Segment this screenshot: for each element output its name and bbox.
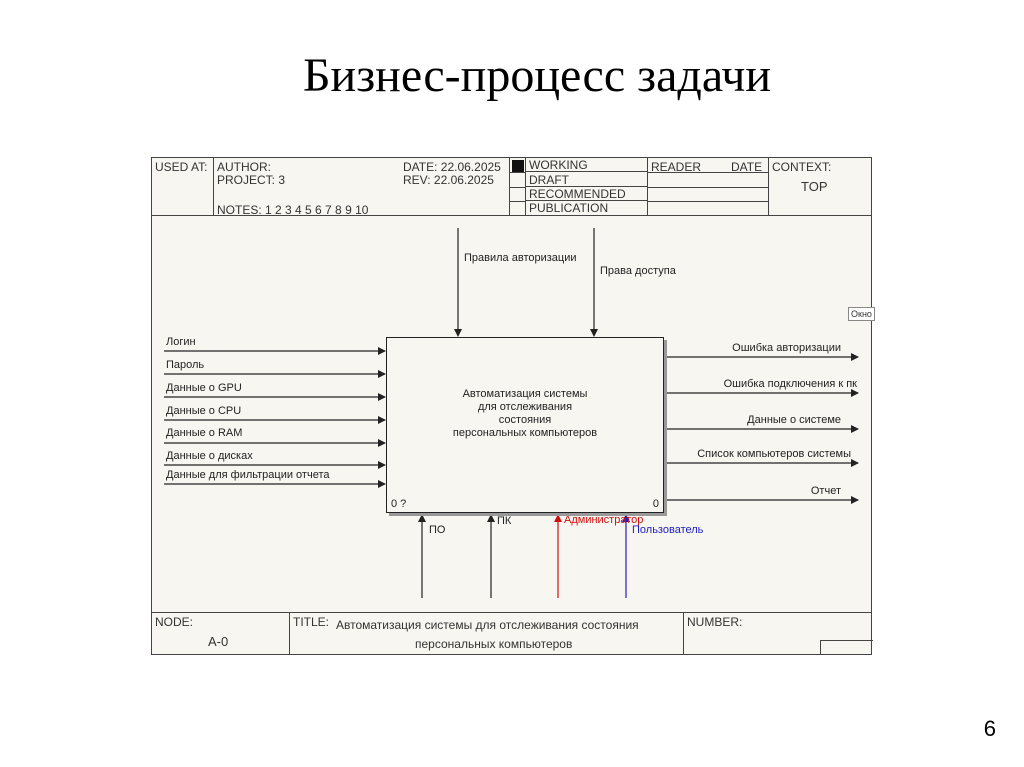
- status-draft: DRAFT: [526, 173, 647, 187]
- node-value: A-0: [208, 634, 229, 649]
- input-label-3: Данные о GPU: [166, 382, 242, 394]
- activity-box-title: [387, 388, 663, 440]
- output-label-3: Данные о системе: [747, 414, 841, 426]
- activity-title-line-4: персональных компьютеров: [452, 427, 598, 439]
- context-label: CONTEXT:: [772, 160, 832, 174]
- activity-box-a0[interactable]: [386, 337, 664, 513]
- mechanism-label-pk: ПК: [497, 515, 512, 527]
- input-label-7: Данные для фильтрации отчета: [166, 469, 330, 481]
- window-tooltip: Окно: [848, 307, 875, 321]
- context-value: TOP: [801, 179, 828, 194]
- status-publication: PUBLICATION: [529, 201, 609, 215]
- page-number: 6: [983, 716, 996, 741]
- rev-label: REV: 22.06.2025: [403, 173, 494, 187]
- slide-title: Бизнес-процесс задачи: [302, 49, 772, 102]
- title-label: TITLE:: [293, 615, 330, 629]
- project-label: PROJECT: 3: [217, 173, 286, 187]
- reader-date-label: DATE: [731, 160, 763, 174]
- activity-number: 0: [652, 498, 659, 510]
- control-label-2: Права доступа: [600, 265, 676, 277]
- input-label-5: Данные о RAM: [166, 427, 243, 439]
- input-label-4: Данные о CPU: [166, 405, 242, 417]
- input-label-6: Данные о дисках: [166, 450, 253, 462]
- output-label-5: Отчет: [810, 485, 841, 497]
- input-label-1: Логин: [166, 336, 196, 348]
- reader-label: READER: [651, 160, 702, 174]
- idef0-frame: [151, 157, 872, 655]
- activity-title-line-2: для отслеживания: [477, 401, 573, 413]
- mechanism-label-admin: Администратор: [564, 514, 644, 526]
- control-label-1: Правила авторизации: [464, 252, 577, 264]
- activity-title-line-1: Автоматизация системы: [462, 388, 588, 400]
- mechanism-label-po: ПО: [429, 524, 446, 536]
- number-label: NUMBER:: [687, 615, 743, 629]
- date-label: DATE: 22.06.2025: [403, 160, 501, 174]
- output-label-1: Ошибка авторизации: [732, 342, 841, 354]
- activity-title-line-3: состояния: [498, 414, 552, 426]
- title-line-2: персональных компьютеров: [415, 637, 573, 651]
- notes-label: NOTES: 1 2 3 4 5 6 7 8 9 10: [217, 203, 369, 217]
- title-line-1: Автоматизация системы для отслеживания состояния: [336, 618, 639, 632]
- status-working: WORKING: [526, 158, 647, 172]
- node-label: NODE:: [155, 615, 194, 629]
- activity-cost: 0 ?: [391, 498, 407, 510]
- author-label: AUTHOR:: [217, 160, 271, 174]
- status-recommended: RECOMMENDED: [526, 187, 647, 201]
- input-label-2: Пароль: [166, 359, 205, 371]
- mechanism-label-user: Пользователь: [632, 524, 704, 536]
- output-label-2: Ошибка подключения к пк: [723, 378, 857, 390]
- output-label-4: Список компьютеров системы: [697, 448, 851, 460]
- used-at-label: USED AT:: [155, 160, 208, 174]
